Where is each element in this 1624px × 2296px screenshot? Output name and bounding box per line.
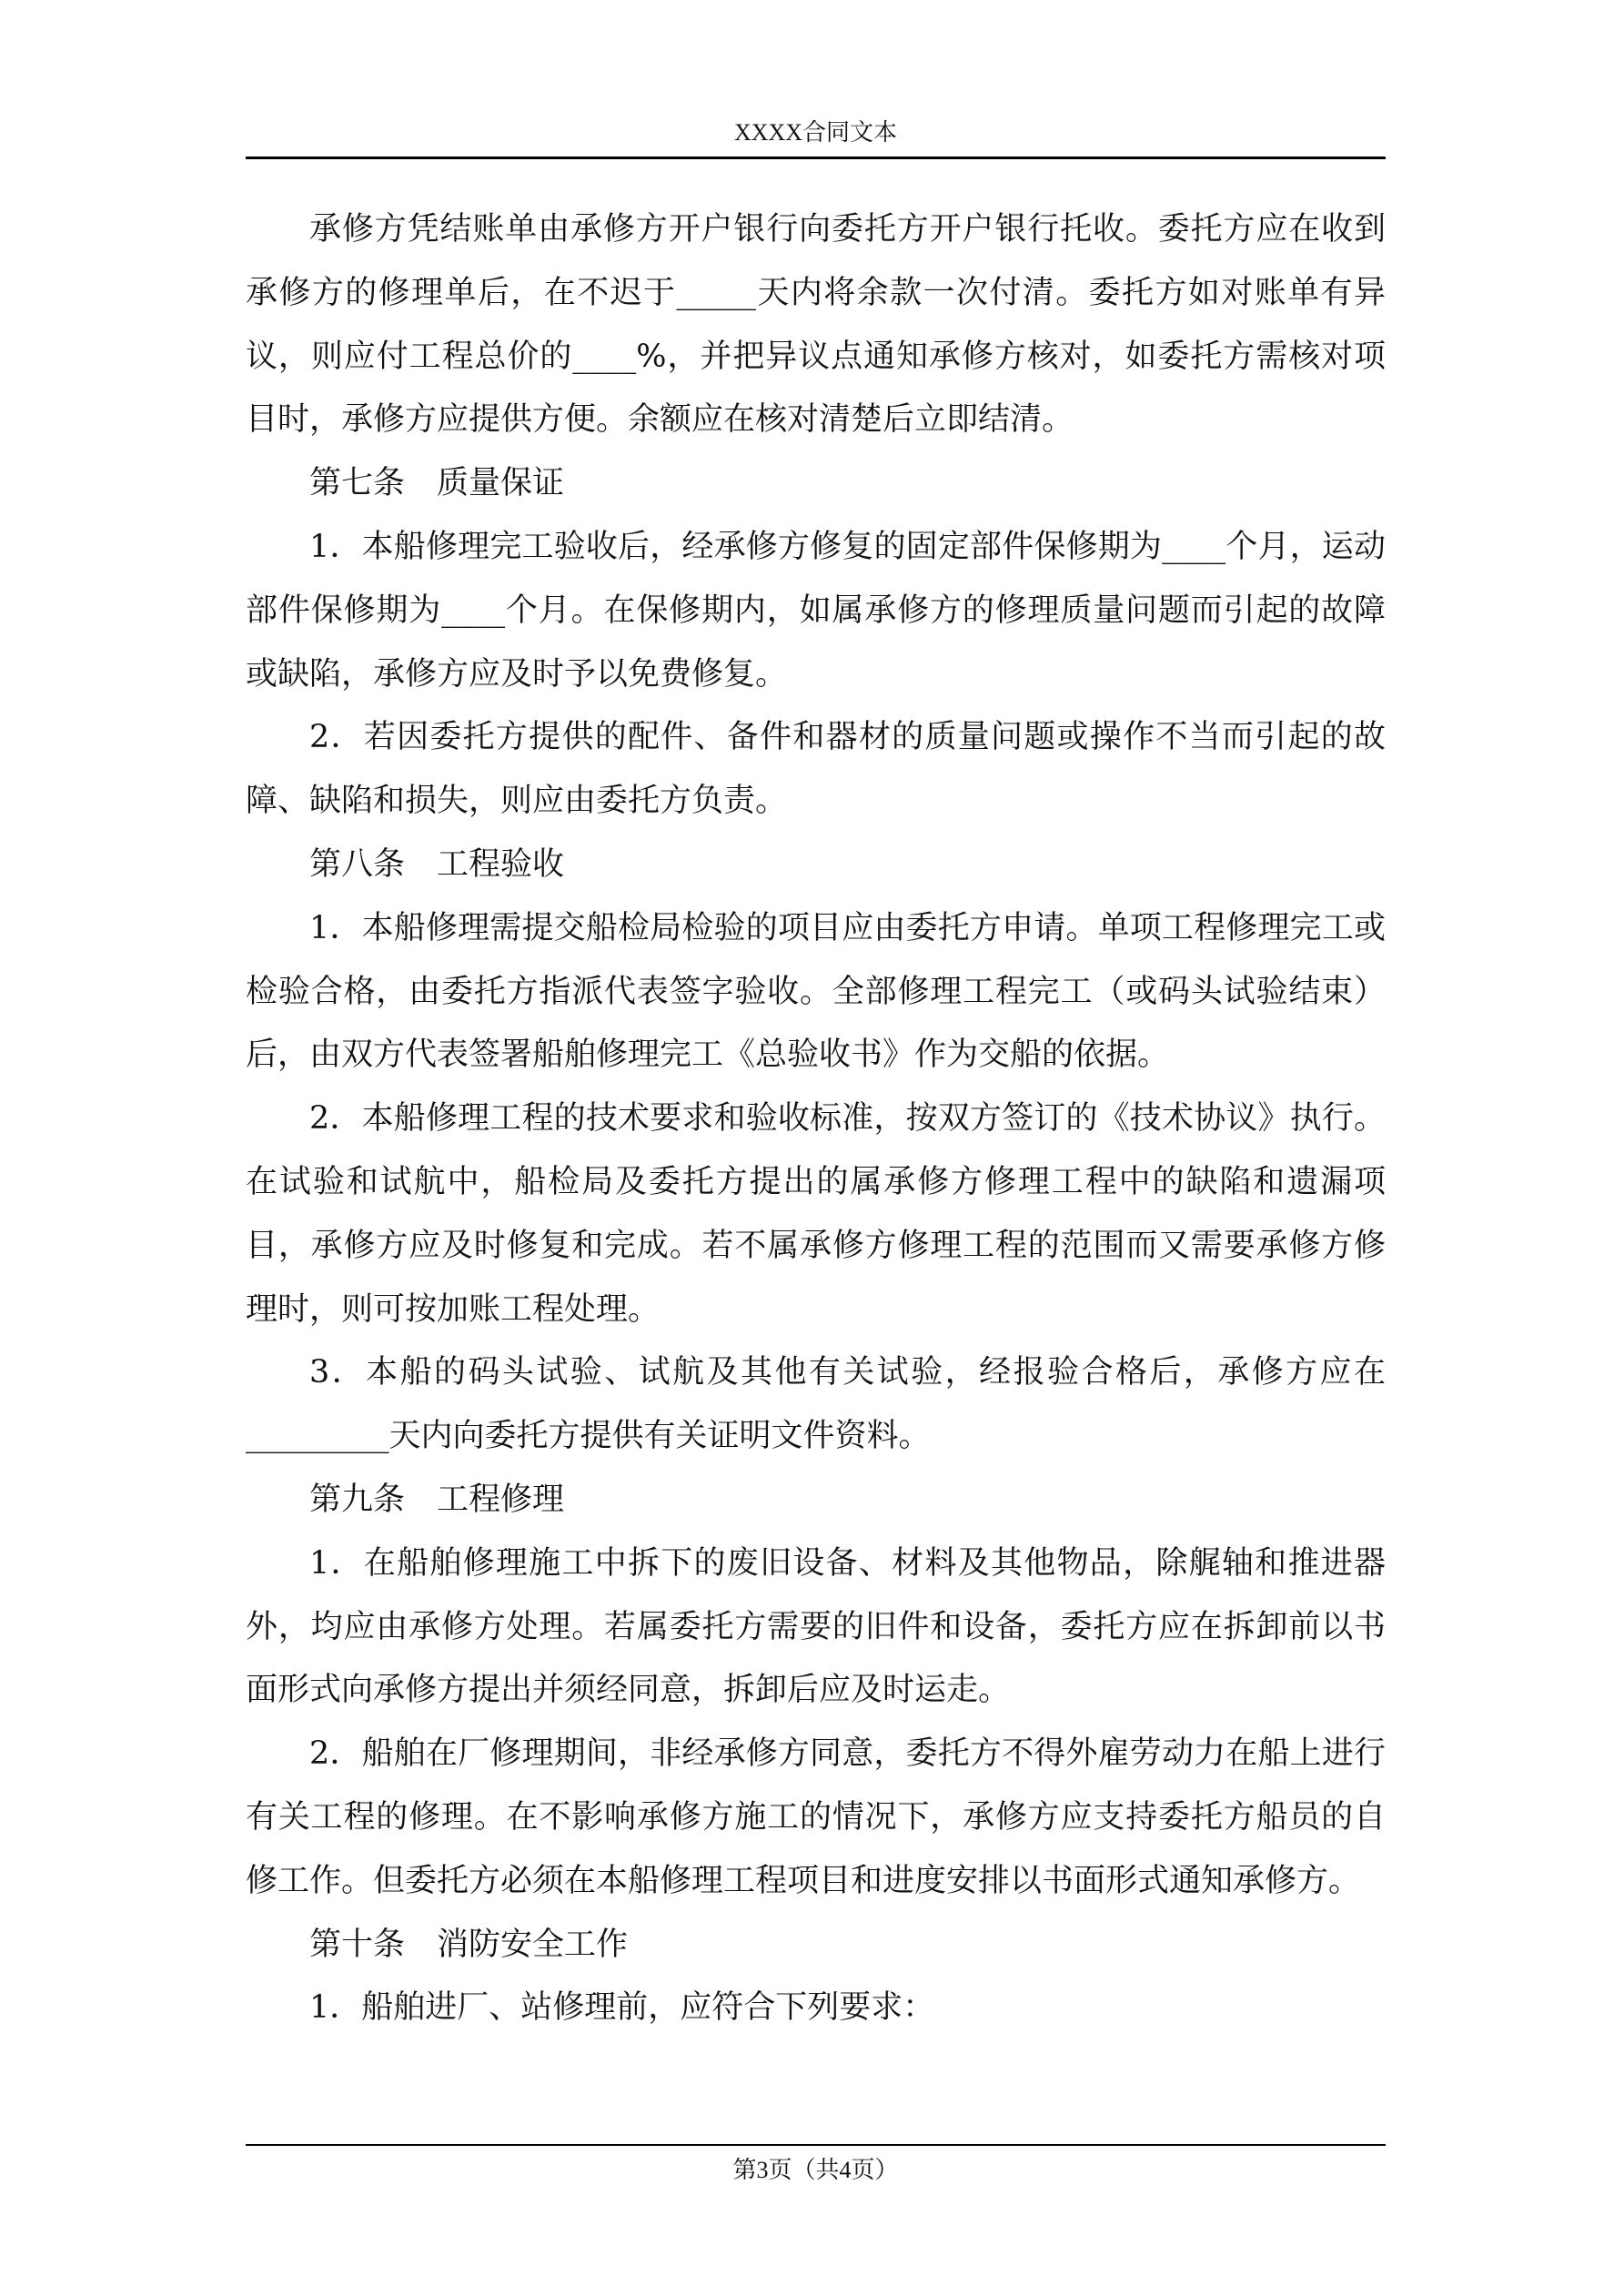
article-7-heading: 第七条 质量保证 bbox=[309, 465, 565, 502]
article-7-clause-1: 1．本船修理完工验收后，经承修方修复的固定部件保修期为____个月，运动部件保修期为____个月。在保修期内，如属承修方的修理质量问题而引起的故障或缺陷，承修方应及时予以免费修复。 bbox=[246, 528, 1386, 693]
article-8-clause-3: 3．本船的码头试验、试航及其他有关试验，经报验合格后，承修方应在_________天内向委托方提供有关证明文件资料。 bbox=[246, 1354, 1386, 1455]
article-8-clause-2: 2．本船修理工程的技术要求和验收标准，按双方签订的《技术协议》执行。在试验和试航中，船检局及委托方提出的属承修方修理工程中的缺陷和遗漏项目，承修方应及时修复和完成。若不属承修方修理工程的范围而又需要承修方修理时，则可按加账工程处理。 bbox=[246, 1100, 1386, 1328]
article-10-heading: 第十条 消防安全工作 bbox=[309, 1926, 629, 1963]
article-9-heading: 第九条 工程修理 bbox=[309, 1481, 565, 1518]
document-body bbox=[246, 198, 1386, 2040]
article-8-clause-1: 1．本船修理需提交船检局检验的项目应由委托方申请。单项工程修理完工或检验合格，由委托方指派代表签字验收。全部修理工程完工（或码头试验结束）后，由双方代表签署船舶修理完工《总验收书》作为交船的依据。 bbox=[246, 909, 1386, 1074]
article-9-clause-1: 1．在船舶修理施工中拆下的废旧设备、材料及其他物品，除艉轴和推进器外，均应由承修方处理。若属委托方需要的旧件和设备，委托方应在拆卸前以书面形式向承修方提出并须经同意，拆卸后应及时运走。 bbox=[246, 1544, 1386, 1709]
paragraph-settlement: 承修方凭结账单由承修方开户银行向委托方开户银行托收。委托方应在收到承修方的修理单后，在不迟于_____天内将余款一次付清。委托方如对账单有异议，则应付工程总价的____%，并把异议点通知承修方核对，如委托方需核对项目时，承修方应提供方便。余额应在核对清楚后立即结清。 bbox=[246, 211, 1386, 439]
page-header bbox=[246, 109, 1386, 159]
article-8-heading: 第八条 工程验收 bbox=[309, 845, 565, 883]
article-9-clause-2: 2．船舶在厂修理期间，非经承修方同意，委托方不得外雇劳动力在船上进行有关工程的修理。在不影响承修方施工的情况下，承修方应支持委托方船员的自修工作。但委托方必须在本船修理工程项目和进度安排以书面形式通知承修方。 bbox=[246, 1735, 1386, 1899]
article-10-clause-1: 1．船舶进厂、站修理前，应符合下列要求： bbox=[309, 1989, 935, 2027]
header-title: XXXX合同文本 bbox=[733, 119, 898, 146]
page-footer bbox=[246, 2144, 1386, 2191]
page-number: 第3页（共4页） bbox=[732, 2157, 899, 2183]
article-7-clause-2: 2．若因委托方提供的配件、备件和器材的质量问题或操作不当而引起的故障、缺陷和损失，则应由委托方负责。 bbox=[246, 719, 1386, 820]
